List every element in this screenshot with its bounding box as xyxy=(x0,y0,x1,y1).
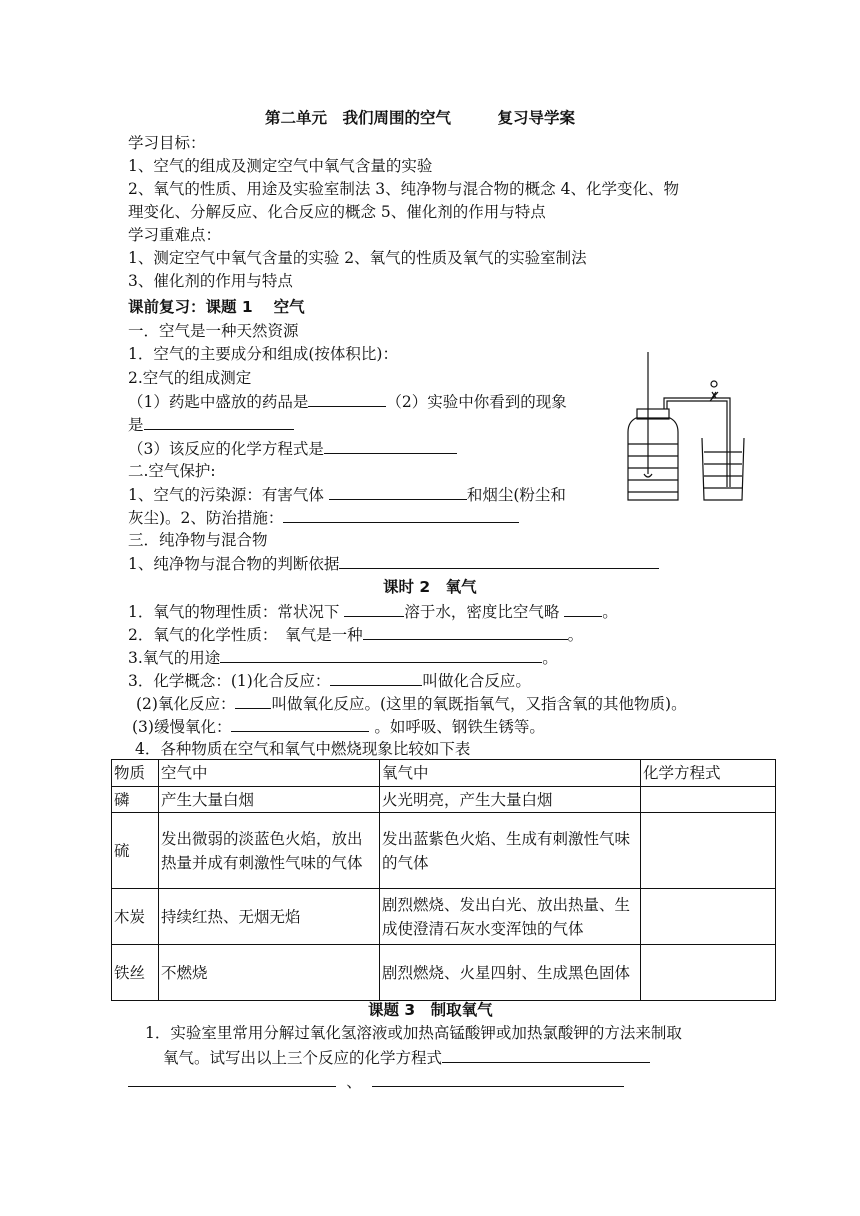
s2-line-7: 4．各种物质在空气和氧气中燃烧现象比较如下表 xyxy=(135,740,471,758)
gas-bottle xyxy=(628,418,678,500)
table-row xyxy=(112,889,776,945)
table-header-cell: 化学方程式 xyxy=(641,760,776,787)
s2-line-1c: 。 xyxy=(602,603,618,621)
s1-line-6-text: （3）该反应的化学方程式是 xyxy=(128,440,324,458)
s3-line-1: 1．实验室里常用分解过氧化氢溶液或加热高锰酸钾或加热氯酸钾的方法来制取 xyxy=(145,1024,682,1042)
answer-blank[interactable] xyxy=(442,1046,650,1063)
table-row xyxy=(112,945,776,1001)
table-cell: 持续红热、无烟无焰 xyxy=(159,889,380,945)
s1-line-8a: 1、空气的污染源：有害气体 xyxy=(128,486,324,504)
s2-line-6a: (3)缓慢氧化： xyxy=(132,718,232,736)
s2-line-4b: 叫做化合反应。 xyxy=(422,672,531,690)
combustion-table xyxy=(111,759,776,1001)
table-cell: 发出微弱的淡蓝色火焰，放出热量并成有刺激性气味的气体 xyxy=(159,813,380,889)
answer-blank[interactable] xyxy=(128,1070,336,1087)
beaker xyxy=(702,438,744,500)
s2-line-2b: 。 xyxy=(567,626,584,644)
answer-blank[interactable] xyxy=(329,483,467,500)
answer-blank[interactable] xyxy=(308,390,386,407)
key-points-heading: 学习重难点： xyxy=(128,226,222,244)
key-point-1: 1、测定空气中氧气含量的实验 2、氧气的性质及氧气的实验室制法 xyxy=(128,249,587,267)
s1-line-2: 1．空气的主要成分和组成(按体积比)： xyxy=(128,345,398,363)
table-cell: 铁丝 xyxy=(112,945,159,1001)
s3-line-3 xyxy=(128,1070,624,1093)
s1-line-4 xyxy=(128,390,567,413)
table-cell: 剧烈燃烧、火星四射、生成黑色固体 xyxy=(380,945,641,1001)
s1-line-5 xyxy=(128,413,294,436)
objective-2b: 理变化、分解反应、化合反应的概念 5、催化剂的作用与特点 xyxy=(128,203,546,221)
s2-line-1b: 溶于水，密度比空气略 xyxy=(404,603,560,621)
table-cell: 磷 xyxy=(112,787,159,813)
section-3-heading: 课题 3 制取氧气 xyxy=(368,1001,493,1019)
answer-blank[interactable] xyxy=(220,646,542,663)
table-cell: 不燃烧 xyxy=(159,945,380,1001)
table-cell: 产生大量白烟 xyxy=(159,787,380,813)
s1-line-3: 2.空气的组成测定 xyxy=(128,369,252,387)
s1-line-11-text: 1、纯净物与混合物的判断依据 xyxy=(128,555,340,573)
table-cell: 硫 xyxy=(112,813,159,889)
answer-blank[interactable] xyxy=(235,692,271,709)
s1-line-8b: 和烟尘(粉尘和 xyxy=(466,486,566,504)
table-row xyxy=(112,813,776,889)
answer-blank[interactable] xyxy=(372,1070,624,1087)
s2-line-4a: 3．化学概念：(1)化合反应： xyxy=(128,672,331,690)
answer-blank[interactable] xyxy=(324,437,457,454)
table-cell[interactable] xyxy=(641,889,776,945)
s2-line-2 xyxy=(128,623,583,646)
table-header-row xyxy=(112,760,776,787)
apparatus-diagram xyxy=(620,352,745,507)
table-cell[interactable] xyxy=(641,813,776,889)
s2-line-5a: (2)氧化反应： xyxy=(136,695,236,713)
section-2-heading: 课时 2 氧气 xyxy=(383,578,477,596)
glass-tube xyxy=(664,398,730,487)
s2-line-2a: 2．氧气的化学性质： 氧气是一种 xyxy=(128,626,363,644)
s2-line-3 xyxy=(128,646,558,669)
s1-line-9 xyxy=(128,506,519,529)
answer-blank[interactable] xyxy=(144,413,294,430)
s1-line-4b: （2）实验中你看到的现象 xyxy=(386,393,567,411)
table-row xyxy=(112,787,776,813)
clamp xyxy=(710,392,718,401)
s3-line-2 xyxy=(163,1046,650,1069)
s1-line-8 xyxy=(128,483,566,506)
objective-1: 1、空气的组成及测定空气中氧气含量的实验 xyxy=(128,157,433,175)
table-header-cell: 空气中 xyxy=(159,760,380,787)
s1-line-11 xyxy=(128,552,659,575)
answer-blank[interactable] xyxy=(339,552,659,569)
answer-blank[interactable] xyxy=(330,669,422,686)
s2-line-6 xyxy=(132,715,545,738)
answer-blank[interactable] xyxy=(564,600,602,617)
separator: 、 xyxy=(346,1073,362,1091)
s1-line-4a: （1）药匙中盛放的药品是 xyxy=(128,393,309,411)
s2-line-4 xyxy=(128,669,531,692)
objectives-heading: 学习目标： xyxy=(128,134,206,152)
s2-line-6b: 。如呼吸、钢铁生锈等。 xyxy=(374,718,545,736)
table-cell[interactable] xyxy=(641,945,776,1001)
s1-line-9-text: 灰尘)。2、防治措施： xyxy=(128,509,284,527)
s1-line-7: 二.空气保护: xyxy=(128,462,216,480)
s2-line-3b: 。 xyxy=(542,649,558,667)
table-cell: 发出蓝紫色火焰、生成有刺激性气味的气体 xyxy=(380,813,641,889)
table-cell: 火光明亮，产生大量白烟 xyxy=(380,787,641,813)
answer-blank[interactable] xyxy=(231,715,369,732)
table-cell[interactable] xyxy=(641,787,776,813)
table-cell: 剧烈燃烧、发出白光、放出热量、生成使澄清石灰水变浑蚀的气体 xyxy=(380,889,641,945)
answer-blank[interactable] xyxy=(344,600,404,617)
objective-2a: 2、氧气的性质、用途及实验室制法 3、纯净物与混合物的概念 4、化学变化、物 xyxy=(128,180,679,198)
key-point-2: 3、催化剂的作用与特点 xyxy=(128,272,293,290)
s1-line-1: 一．空气是一种天然资源 xyxy=(128,322,299,340)
s1-line-5-text: 是 xyxy=(128,416,144,434)
s2-line-3a: 3.氧气的用途 xyxy=(128,649,221,667)
answer-blank[interactable] xyxy=(363,623,568,640)
s3-line-2-text: 氧气。试写出以上三个反应的化学方程式 xyxy=(163,1049,443,1067)
s2-line-5b: 叫做氧化反应。(这里的氧既指氧气，又指含氧的其他物质)。 xyxy=(271,695,687,713)
s1-line-6 xyxy=(128,437,457,460)
s1-line-10: 三．纯净物与混合物 xyxy=(128,531,268,549)
table-header-cell: 氧气中 xyxy=(380,760,641,787)
section-1-heading: 课前复习：课题 1 空气 xyxy=(128,298,305,316)
table-cell: 木炭 xyxy=(112,889,159,945)
answer-blank[interactable] xyxy=(283,506,519,523)
spoon xyxy=(644,474,652,477)
s2-line-1a: 1．氧气的物理性质：常状况下 xyxy=(128,603,340,621)
table-header-cell: 物质 xyxy=(112,760,159,787)
s2-line-5 xyxy=(136,692,687,715)
s2-line-1 xyxy=(128,600,618,623)
page-title: 第二单元 我们周围的空气 复习导学案 xyxy=(265,109,576,127)
